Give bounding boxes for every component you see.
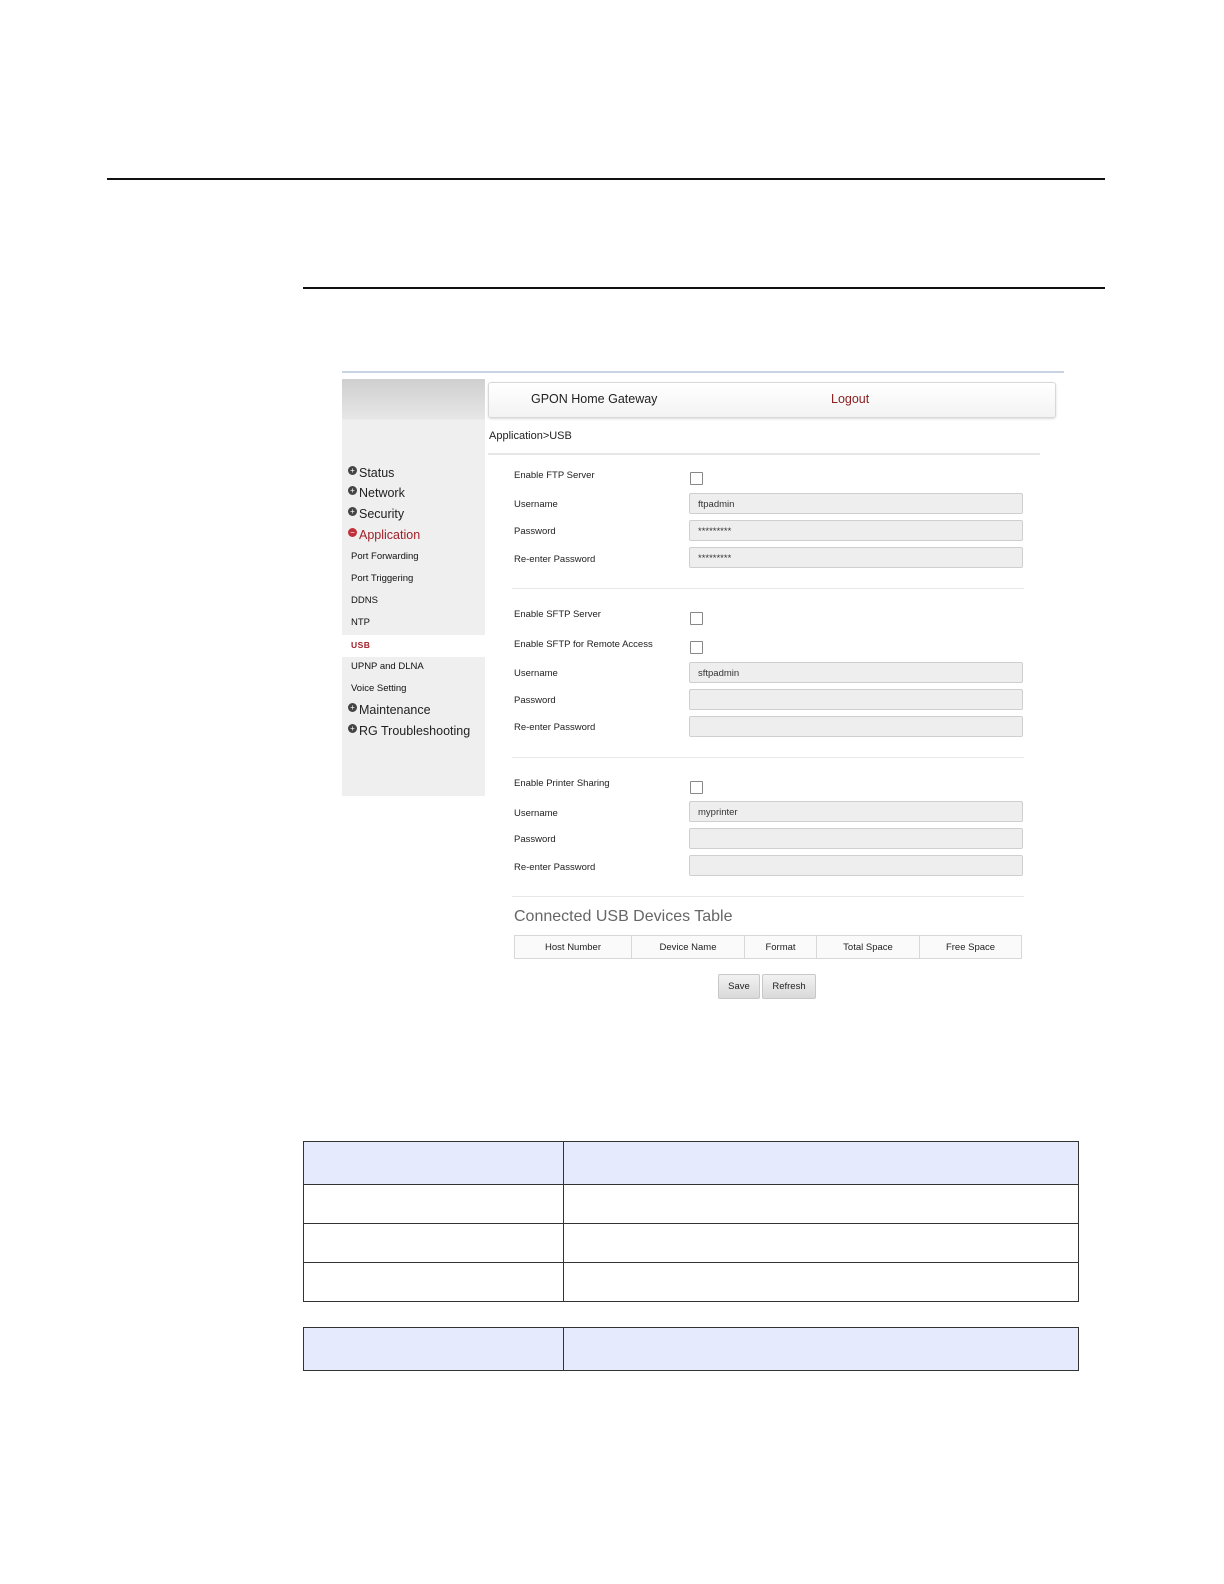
window-top-border: [342, 371, 1064, 373]
sidebar-item-label: RG Troubleshooting: [359, 724, 471, 738]
printer-reenter-password-label: Re-enter Password: [514, 862, 596, 873]
router-ui-screenshot: [342, 371, 1064, 1011]
sftp-username-label: Username: [514, 668, 558, 679]
table-row: [304, 1263, 1079, 1302]
sftp-reenter-password-label: Re-enter Password: [514, 722, 596, 733]
plus-icon: +: [348, 703, 357, 712]
sidebar-subitem-port-forwarding[interactable]: Port Forwarding: [351, 551, 419, 562]
parameter-table-2: [303, 1327, 1079, 1371]
table-cell: [304, 1185, 564, 1224]
top-header: [488, 382, 1056, 418]
plus-icon: +: [348, 724, 357, 733]
logout-link[interactable]: Logout: [831, 392, 870, 406]
plus-icon: +: [348, 507, 357, 516]
sidebar-item-status[interactable]: [348, 466, 394, 480]
sftp-reenter-password-input[interactable]: [689, 716, 1023, 737]
table-row: [304, 1185, 1079, 1224]
section-rule: [303, 287, 1105, 289]
printer-username-label: Username: [514, 808, 558, 819]
ftp-reenter-password-input[interactable]: *********: [689, 547, 1023, 568]
table-cell: [564, 1185, 1079, 1224]
sidebar-item-label: Network: [359, 486, 405, 500]
sftp-password-input[interactable]: [689, 689, 1023, 710]
enable-sftp-label: Enable SFTP Server: [514, 609, 601, 620]
sftp-username-input[interactable]: sftpadmin: [689, 662, 1023, 683]
printer-username-input[interactable]: myprinter: [689, 801, 1023, 822]
column-header-free-space: Free Space: [920, 936, 1022, 959]
header-title: GPON Home Gateway: [531, 392, 658, 406]
table-header-cell: [304, 1142, 564, 1185]
enable-printer-sharing-label: Enable Printer Sharing: [514, 778, 610, 789]
sidebar-subitem-voice-setting[interactable]: Voice Setting: [351, 683, 407, 694]
plus-icon: +: [348, 466, 357, 475]
page-top-rule: [107, 178, 1105, 180]
column-header-format: Format: [745, 936, 817, 959]
sidebar-item-maintenance[interactable]: [348, 703, 431, 717]
sidebar-subitem-ddns[interactable]: DDNS: [351, 595, 378, 606]
sidebar-subitem-port-triggering[interactable]: Port Triggering: [351, 573, 414, 584]
minus-icon: −: [348, 528, 357, 537]
usb-devices-table: [514, 935, 1022, 959]
column-header-total-space: Total Space: [817, 936, 920, 959]
sidebar-item-network[interactable]: [348, 486, 405, 500]
printer-password-input[interactable]: [689, 828, 1023, 849]
usb-devices-table-title: Connected USB Devices Table: [514, 908, 733, 925]
table-header-row: [304, 1328, 1079, 1371]
ftp-username-input[interactable]: ftpadmin: [689, 493, 1023, 514]
refresh-button[interactable]: Refresh: [762, 974, 816, 999]
table-row: [304, 1224, 1079, 1263]
sidebar-subitem-ntp[interactable]: NTP: [351, 617, 370, 628]
table-cell: [304, 1224, 564, 1263]
sidebar-item-label: Security: [359, 507, 405, 521]
enable-ftp-label: Enable FTP Server: [514, 470, 595, 481]
ftp-reenter-password-label: Re-enter Password: [514, 554, 596, 565]
sftp-remote-access-label: Enable SFTP for Remote Access: [514, 639, 653, 650]
enable-printer-sharing-checkbox[interactable]: [690, 781, 703, 794]
printer-password-label: Password: [514, 834, 556, 845]
table-header-row: [515, 936, 1022, 959]
ftp-username-label: Username: [514, 499, 558, 510]
parameter-table: [303, 1141, 1079, 1302]
sidebar-subitem-usb[interactable]: USB: [351, 640, 371, 650]
save-button[interactable]: Save: [718, 974, 760, 999]
table-header-row: [304, 1142, 1079, 1185]
table-header-cell: [564, 1142, 1079, 1185]
enable-ftp-checkbox[interactable]: [690, 472, 703, 485]
table-header-cell: [304, 1328, 564, 1371]
sidebar-item-label: Application: [359, 528, 421, 542]
column-header-host-number: Host Number: [515, 936, 632, 959]
sidebar: [342, 379, 485, 796]
ftp-password-input[interactable]: *********: [689, 520, 1023, 541]
printer-reenter-password-input[interactable]: [689, 855, 1023, 876]
sidebar-item-rg-troubleshooting[interactable]: [348, 724, 470, 738]
table-cell: [304, 1263, 564, 1302]
section-divider: [512, 588, 1024, 589]
sftp-remote-access-checkbox[interactable]: [690, 641, 703, 654]
sidebar-item-security[interactable]: [348, 507, 404, 521]
sidebar-item-label: Status: [359, 466, 395, 480]
section-divider: [512, 757, 1024, 758]
sidebar-item-application[interactable]: [348, 528, 420, 542]
enable-sftp-checkbox[interactable]: [690, 612, 703, 625]
sftp-password-label: Password: [514, 695, 556, 706]
table-header-cell: [564, 1328, 1079, 1371]
section-divider: [512, 896, 1024, 897]
table-cell: [564, 1263, 1079, 1302]
column-header-device-name: Device Name: [632, 936, 745, 959]
breadcrumb-divider: [488, 453, 1040, 455]
ftp-password-label: Password: [514, 526, 556, 537]
sidebar-item-label: Maintenance: [359, 703, 431, 717]
plus-icon: +: [348, 486, 357, 495]
table-cell: [564, 1224, 1079, 1263]
breadcrumb: Application>USB: [489, 430, 572, 442]
sidebar-subitem-upnp-dlna[interactable]: UPNP and DLNA: [351, 661, 424, 672]
